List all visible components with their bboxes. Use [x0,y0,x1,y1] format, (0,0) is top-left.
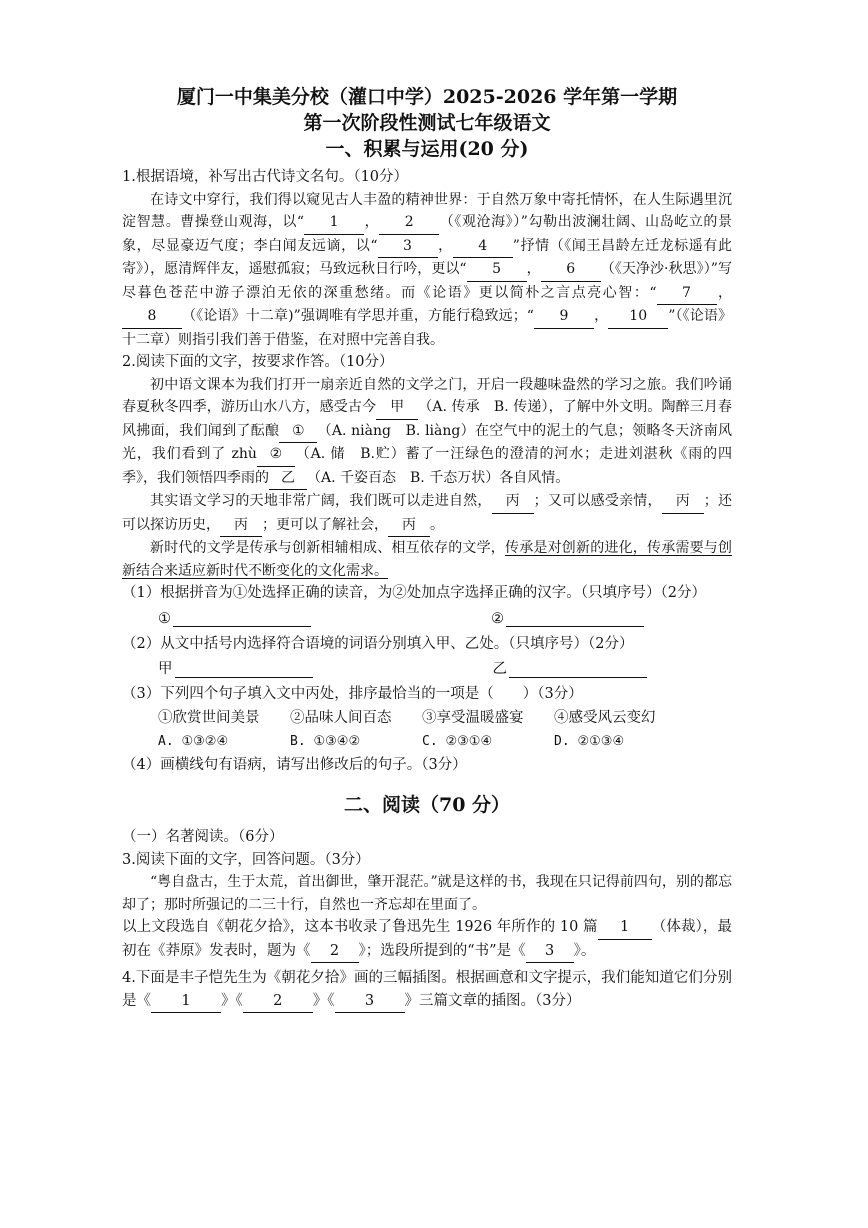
q2-blank-2[interactable]: ② [257,443,295,467]
page-content [122,84,732,1013]
q1-blank-1[interactable]: 1 [304,211,364,235]
q1-blank-5[interactable]: 5 [467,258,527,282]
q2-blank-jia[interactable]: 甲 [376,396,418,420]
section-2-heading: 二、阅读（70 分） [343,794,511,816]
answer-label-1: ① [158,610,171,627]
answer-line-jia[interactable] [175,661,313,678]
q1-blank-6[interactable]: 6 [541,258,601,282]
q3-prompt: 3.阅读下面的文字，回答问题。（3分） [122,851,370,868]
q2-prompt: 2.阅读下面的文字，按要求作答。（10分） [122,354,394,370]
q2-blank-bing-3[interactable]: 丙 [220,514,262,538]
q2-sub-2-answers [122,657,732,681]
q4-blank-2[interactable]: 2 [243,990,313,1014]
q2-sub-1-answers [122,607,732,631]
q1-blank-8[interactable]: 8 [122,305,182,329]
q2-sub-4: （4）画横线句有语病，请写出修改后的句子。（3分） [122,756,467,773]
q1-blank-3[interactable]: 3 [378,235,438,259]
answer-line-1[interactable] [173,610,311,627]
q4-blank-3[interactable]: 3 [335,990,405,1014]
q1-blank-4[interactable]: 4 [453,235,513,259]
sentence-options [122,706,732,730]
q3-question: 以上文段选自《朝花夕拾》，这本书收录了鲁迅先生 1926 年所作的 10 篇 1 （体裁），最初在《莽原》发表时，题为《 2 》；选段所提到的“书”是《 3 》。 [122,916,732,963]
choice-a[interactable]: A. ①③②④ [158,733,229,749]
choice-d[interactable]: D. ②①③④ [554,733,625,749]
q2-paragraph-2: 其实语文学习的天地非常广阔，我们既可以走进自然， 丙 ；又可以感受亲情， 丙 ；还可以探访历史， 丙 ；更可以了解社会， 丙 。 [122,490,732,537]
q2-sub-3: （3）下列四个句子填入文中丙处，排序最恰当的一项是（ ）（3分） [122,686,583,702]
q4-blank-1[interactable]: 1 [151,990,221,1014]
q2-paragraph-3: 新时代的文学是传承与创新相辅相成、相互依存的文学，传承是对创新的进化，传承需要与创新结合来适应新时代不断变化的文化需求。 [122,540,732,579]
q2-sub-1: （1）根据拼音为①处选择正确的读音，为②处加点字选择正确的汉字。（只填序号）（2分） [122,585,706,601]
underlined-sentence: 传承是对创新的进化，传承需要与创新结合来适应新时代不断变化的文化需求。 [122,540,732,579]
section-1-heading: 一、积累与运用(20 分) [325,138,529,160]
q2-blank-bing-2[interactable]: 丙 [662,490,704,514]
part-1-heading: （一）名著阅读。（6分） [122,829,284,845]
q3-blank-3[interactable]: 3 [526,940,574,964]
sentence-option-3: ③享受温暖盛宴 [422,709,524,726]
q1-prompt: 1.根据语境，补写出古代诗文名句。（10分） [122,169,409,185]
q2-sub-2: （2）从文中括号内选择符合语境的词语分别填入甲、乙处。（只填序号）（2分） [122,635,634,652]
choice-b[interactable]: B. ①③④② [290,733,361,749]
title-line-2: 第一次阶段性测试七年级语文 [303,112,551,134]
q1-blank-10[interactable]: 10 [608,305,668,329]
answer-label-jia: 甲 [158,661,173,677]
q3-blank-2[interactable]: 2 [311,940,359,964]
q2-blank-1[interactable]: ① [279,420,317,444]
answer-line-yi[interactable] [509,661,647,678]
answer-label-2: ② [491,610,504,627]
choice-options [122,730,732,754]
sentence-option-2: ②品味人间百态 [290,709,392,726]
q1-passage: 在诗文中穿行，我们得以窥见古人丰盈的精神世界：于自然万象中寄托情怀，在人生际遇里沉淀智慧。曹操登山观海，以“ 1 ， 2 （《观沧海》）”勾勒出波澜壮阔、山岛屹立的景象，尽显豪迈气度；李白闻友远谪，以“ 3 ， 4 ”抒情（《闻王昌龄左迁龙标遥有此寄》），愿清辉伴友，遥慰孤寂；马致远秋日行吟，更以“ 5 ， 6 （《天净沙·秋思》）”写尽暮色苍茫中游子漂泊无依的深重愁绪。而《论语》更以简朴之言点亮心智：“ 7 ，8 （《论语》十二章)”强调唯有学思并重，方能行稳致远；“ 9 ， 10 ”（《论语》十二章）则指引我们善于借鉴，在对照中完善自我。 [122,191,733,348]
q3-quote: “粤自盘古，生于太荒，首出御世，肇开混茫。”就是这样的书，我现在只记得前四句，别的都忘却了；那时所强记的二三十行，自然也一齐忘却在里面了。 [122,874,732,913]
q3-blank-1[interactable]: 1 [598,916,652,940]
q2-blank-yi[interactable]: 乙 [269,467,307,491]
sentence-option-1: ①欣赏世间美景 [158,709,260,726]
q2-blank-bing-4[interactable]: 丙 [388,514,430,538]
title-line-1: 厦门一中集美分校（灌口中学）2025-2026 学年第一学期 [176,86,678,108]
sentence-option-4: ④感受风云变幻 [554,709,656,726]
q1-blank-9[interactable]: 9 [534,305,594,329]
q4-question: 4.下面是丰子恺先生为《朝花夕拾》画的三幅插图。根据画意和文字提示，我们能知道它们分别是《 1 》《 2 》《 3 》三篇文章的插图。（3分） [122,967,732,1013]
q2-paragraph-1: 初中语文课本为我们打开一扇亲近自然的文学之门，开启一段趣味盎然的学习之旅。我们吟诵春夏秋冬四季，游历山水八方，感受古今 甲 （A. 传承 B. 传递），了解中外文明。陶醉三月春风拂面，我们闻到了酝酿 ① （A. niàng B. liàng）在空气中的泥土的气息；领略冬天济南风光，我们看到了 zhù ② （A. 储 B.贮）蓄了一汪绿色的澄清的河水；走进刘湛秋《雨的四季》，我们领悟四季雨的 乙 （A. 千姿百态 B. 千态万状）各自风情。 [122,374,732,491]
q1-blank-2[interactable]: 2 [379,211,439,235]
answer-label-yi: 乙 [492,661,507,677]
q1-blank-7[interactable]: 7 [657,282,717,306]
q2-blank-bing-1[interactable]: 丙 [492,490,534,514]
answer-line-2[interactable] [506,610,644,627]
choice-c[interactable]: C. ②③①④ [422,733,493,749]
